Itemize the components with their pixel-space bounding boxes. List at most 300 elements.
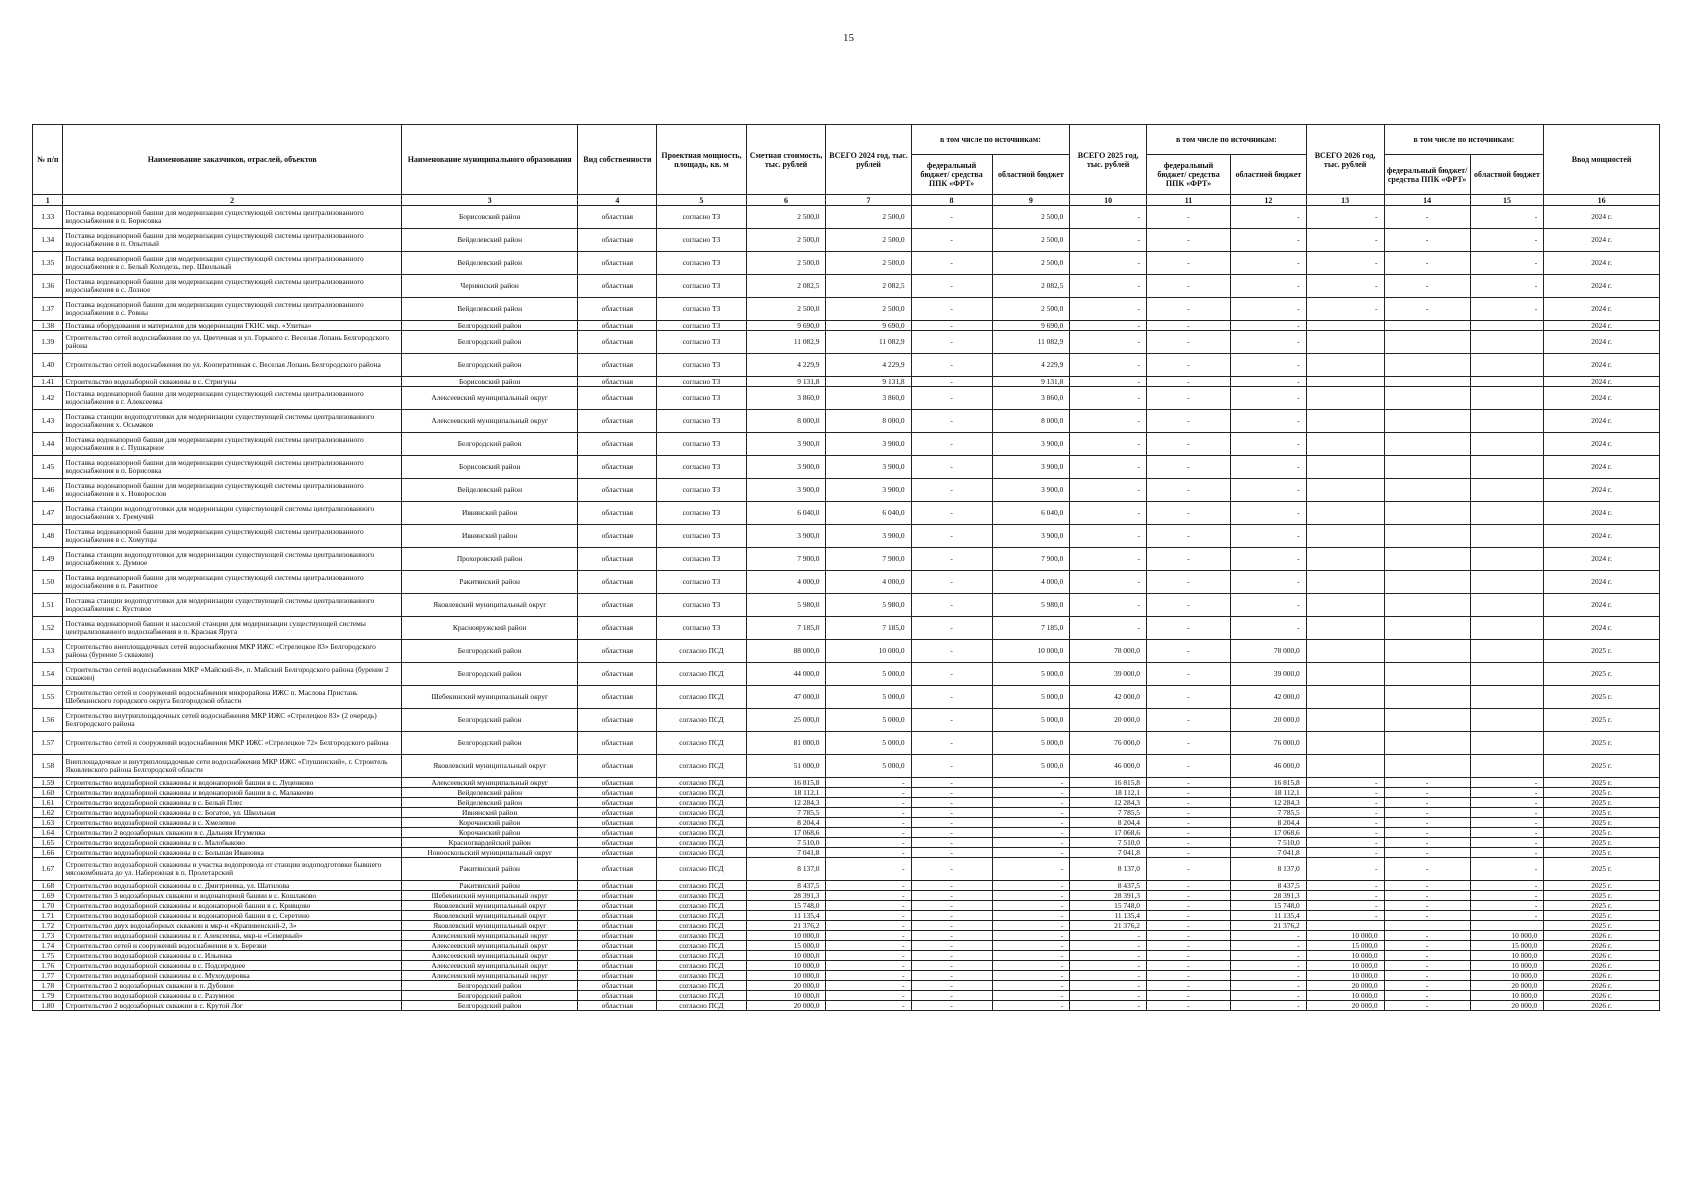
regional-2024: 3 900,0	[992, 433, 1070, 456]
row-number: 1.71	[33, 911, 63, 921]
total-2024: -	[826, 891, 911, 901]
federal-2024: -	[911, 525, 992, 548]
object-name: Строительство водозаборной скважины в с. Мухоудеровка	[63, 971, 401, 981]
regional-2024: 5 000,0	[992, 663, 1070, 686]
total-2025: 11 135,4	[1070, 911, 1147, 921]
federal-2026	[1384, 617, 1470, 640]
object-name: Поставка водонапорной башни для модернизации существующей системы централизованного водоснабжения в с. Пушкарное	[63, 433, 401, 456]
regional-2026: -	[1470, 848, 1544, 858]
row-number: 1.65	[33, 838, 63, 848]
federal-2024: -	[911, 788, 992, 798]
total-2024: -	[826, 991, 911, 1001]
regional-2024: 5 980,0	[992, 594, 1070, 617]
federal-2025: -	[1147, 354, 1231, 377]
regional-2024: 4 229,9	[992, 354, 1070, 377]
estimate-cost: 8 437,5	[746, 881, 826, 891]
estimate-cost: 15 000,0	[746, 941, 826, 951]
table-row	[33, 778, 1660, 788]
capacity: согласно ТЗ	[657, 525, 746, 548]
total-2026	[1306, 377, 1384, 387]
capacity: согласно ТЗ	[657, 331, 746, 354]
regional-2025: 78 000,0	[1231, 640, 1307, 663]
ownership: областная	[578, 798, 657, 808]
total-2024: 3 900,0	[826, 479, 911, 502]
estimate-cost: 4 000,0	[746, 571, 826, 594]
ownership: областная	[578, 298, 657, 321]
capacity: согласно ПСД	[657, 848, 746, 858]
table-row	[33, 788, 1660, 798]
row-number: 1.80	[33, 1001, 63, 1011]
header-ownership: Вид собственности	[578, 125, 657, 195]
commissioning-year: 2025 г.	[1544, 663, 1660, 686]
federal-2025: -	[1147, 387, 1231, 410]
regional-2026: 20 000,0	[1470, 981, 1544, 991]
municipality: Яковлевский муниципальный округ	[401, 901, 578, 911]
column-number: 11	[1147, 195, 1231, 206]
federal-2026: -	[1384, 229, 1470, 252]
estimate-cost: 28 391,3	[746, 891, 826, 901]
regional-2026	[1470, 571, 1544, 594]
estimate-cost: 2 500,0	[746, 252, 826, 275]
municipality: Яковлевский муниципальный округ	[401, 594, 578, 617]
header-estimate: Сметная стоимость, тыс. рублей	[746, 125, 826, 195]
header-name: Наименование заказчиков, отраслей, объектов	[63, 125, 401, 195]
row-number: 1.68	[33, 881, 63, 891]
total-2026: -	[1306, 229, 1384, 252]
federal-2025: -	[1147, 808, 1231, 818]
municipality: Белгородский район	[401, 1001, 578, 1011]
total-2026: -	[1306, 891, 1384, 901]
regional-2024: -	[992, 941, 1070, 951]
capacity: согласно ПСД	[657, 663, 746, 686]
regional-2026	[1470, 331, 1544, 354]
commissioning-year: 2024 г.	[1544, 298, 1660, 321]
total-2024: -	[826, 901, 911, 911]
capacity: согласно ПСД	[657, 971, 746, 981]
object-name: Строительство внутриплощадочных сетей водоснабжения МКР ИЖС «Стрелецкое 83» (2 очередь) Белгородского района	[63, 709, 401, 732]
total-2024: -	[826, 798, 911, 808]
object-name: Строительство сетей водоснабжения МКР «Майский-8», п. Майский Белгородского района (бурение 2 скважин)	[63, 663, 401, 686]
municipality: Алексеевский муниципальный округ	[401, 387, 578, 410]
commissioning-year: 2026 г.	[1544, 971, 1660, 981]
federal-2026: -	[1384, 275, 1470, 298]
total-2024: 3 900,0	[826, 456, 911, 479]
regional-2026: -	[1470, 788, 1544, 798]
regional-2024: 5 000,0	[992, 709, 1070, 732]
total-2024: -	[826, 778, 911, 788]
total-2026	[1306, 617, 1384, 640]
estimate-cost: 3 900,0	[746, 479, 826, 502]
total-2026: 10 000,0	[1306, 931, 1384, 941]
commissioning-year: 2025 г.	[1544, 881, 1660, 891]
federal-2026: -	[1384, 941, 1470, 951]
object-name: Строительство внеплощадочных сетей водоснабжения МКР ИЖС «Стрелецкое 83» Белгородского района (бурение 5 скважин)	[63, 640, 401, 663]
federal-2026: -	[1384, 298, 1470, 321]
federal-2026: -	[1384, 971, 1470, 981]
federal-2024: -	[911, 571, 992, 594]
municipality: Алексеевский муниципальный округ	[401, 951, 578, 961]
federal-2024: -	[911, 1001, 992, 1011]
commissioning-year: 2026 г.	[1544, 981, 1660, 991]
total-2024: 3 860,0	[826, 387, 911, 410]
federal-2024: -	[911, 981, 992, 991]
object-name: Строительство сетей и сооружений водоснабжения микрорайона ИЖС п. Маслова Пристань Шебекинского городского округа Белгородской области	[63, 686, 401, 709]
total-2026	[1306, 709, 1384, 732]
regional-2025: -	[1231, 525, 1307, 548]
total-2024: -	[826, 788, 911, 798]
row-number: 1.46	[33, 479, 63, 502]
investment-table	[32, 124, 1660, 1011]
table-row	[33, 640, 1660, 663]
ownership: областная	[578, 502, 657, 525]
estimate-cost: 3 900,0	[746, 525, 826, 548]
federal-2024: -	[911, 354, 992, 377]
municipality: Алексеевский муниципальный округ	[401, 778, 578, 788]
federal-2026: -	[1384, 981, 1470, 991]
federal-2025: -	[1147, 881, 1231, 891]
regional-2024: 5 000,0	[992, 686, 1070, 709]
municipality: Белгородский район	[401, 433, 578, 456]
federal-2025: -	[1147, 663, 1231, 686]
regional-2024: 3 900,0	[992, 456, 1070, 479]
federal-2026: -	[1384, 798, 1470, 808]
federal-2026: -	[1384, 858, 1470, 881]
regional-2025: -	[1231, 502, 1307, 525]
total-2025: -	[1070, 594, 1147, 617]
total-2024: 7 900,0	[826, 548, 911, 571]
total-2025: -	[1070, 252, 1147, 275]
commissioning-year: 2025 г.	[1544, 808, 1660, 818]
federal-2024: -	[911, 838, 992, 848]
capacity: согласно ТЗ	[657, 433, 746, 456]
ownership: областная	[578, 275, 657, 298]
total-2025: -	[1070, 479, 1147, 502]
ownership: областная	[578, 354, 657, 377]
table-row	[33, 354, 1660, 377]
federal-2024: -	[911, 206, 992, 229]
object-name: Поставка водонапорной башни для модернизации существующей системы централизованного водоснабжения в х. Новорослов	[63, 479, 401, 502]
federal-2025: -	[1147, 901, 1231, 911]
regional-2025: -	[1231, 354, 1307, 377]
ownership: областная	[578, 321, 657, 331]
federal-2026	[1384, 921, 1470, 931]
regional-2024: -	[992, 828, 1070, 838]
estimate-cost: 7 185,0	[746, 617, 826, 640]
capacity: согласно ПСД	[657, 798, 746, 808]
ownership: областная	[578, 229, 657, 252]
total-2025: 16 815,8	[1070, 778, 1147, 788]
row-number: 1.34	[33, 229, 63, 252]
commissioning-year: 2025 г.	[1544, 828, 1660, 838]
table-row	[33, 991, 1660, 1001]
row-number: 1.48	[33, 525, 63, 548]
capacity: согласно ТЗ	[657, 206, 746, 229]
row-number: 1.67	[33, 858, 63, 881]
total-2025: 12 284,3	[1070, 798, 1147, 808]
object-name: Строительство водозаборной скважины в с. Малобыково	[63, 838, 401, 848]
federal-2026	[1384, 502, 1470, 525]
federal-2026: -	[1384, 931, 1470, 941]
table-row	[33, 818, 1660, 828]
regional-2026	[1470, 921, 1544, 931]
regional-2025: 7 785,5	[1231, 808, 1307, 818]
federal-2026: -	[1384, 961, 1470, 971]
regional-2025: 11 135,4	[1231, 911, 1307, 921]
total-2025: 15 748,0	[1070, 901, 1147, 911]
commissioning-year: 2024 г.	[1544, 206, 1660, 229]
object-name: Поставка станции водоподготовки для модернизации существующей системы централизованного водоснабжения х. Гремучий	[63, 502, 401, 525]
table-row	[33, 891, 1660, 901]
ownership: областная	[578, 838, 657, 848]
regional-2024: 2 082,5	[992, 275, 1070, 298]
ownership: областная	[578, 433, 657, 456]
federal-2024: -	[911, 387, 992, 410]
commissioning-year: 2024 г.	[1544, 377, 1660, 387]
municipality: Вейделевский район	[401, 798, 578, 808]
regional-2025: 15 748,0	[1231, 901, 1307, 911]
regional-2026: 10 000,0	[1470, 991, 1544, 1001]
regional-2024: -	[992, 891, 1070, 901]
federal-2025: -	[1147, 798, 1231, 808]
regional-2026: -	[1470, 901, 1544, 911]
object-name: Строительство водозаборной скважины в с. Стригуны	[63, 377, 401, 387]
federal-2024: -	[911, 548, 992, 571]
commissioning-year: 2024 г.	[1544, 387, 1660, 410]
regional-2025: 7 041,8	[1231, 848, 1307, 858]
regional-2025: -	[1231, 1001, 1307, 1011]
federal-2025: -	[1147, 321, 1231, 331]
object-name: Строительство водозаборной скважины в с. Белый Плес	[63, 798, 401, 808]
commissioning-year: 2026 г.	[1544, 1001, 1660, 1011]
federal-2026: -	[1384, 788, 1470, 798]
row-number: 1.37	[33, 298, 63, 321]
table-row	[33, 433, 1660, 456]
object-name: Строительство двух водозаборных скважин в мкр-н «Крапивенский-2, 3»	[63, 921, 401, 931]
ownership: областная	[578, 921, 657, 931]
regional-2026: 10 000,0	[1470, 961, 1544, 971]
municipality: Яковлевский муниципальный округ	[401, 921, 578, 931]
ownership: областная	[578, 931, 657, 941]
municipality: Алексеевский муниципальный округ	[401, 971, 578, 981]
regional-2025: 8 137,0	[1231, 858, 1307, 881]
municipality: Краснояружский район	[401, 617, 578, 640]
total-2025: 8 137,0	[1070, 858, 1147, 881]
header-commissioning: Ввод мощностей	[1544, 125, 1660, 195]
capacity: согласно ТЗ	[657, 275, 746, 298]
column-number: 14	[1384, 195, 1470, 206]
federal-2025: -	[1147, 640, 1231, 663]
total-2024: -	[826, 858, 911, 881]
row-number: 1.40	[33, 354, 63, 377]
row-number: 1.61	[33, 798, 63, 808]
capacity: согласно ПСД	[657, 901, 746, 911]
total-2026: 10 000,0	[1306, 951, 1384, 961]
ownership: областная	[578, 828, 657, 838]
row-number: 1.59	[33, 778, 63, 788]
ownership: областная	[578, 525, 657, 548]
row-number: 1.70	[33, 901, 63, 911]
total-2024: -	[826, 881, 911, 891]
regional-2026: 10 000,0	[1470, 971, 1544, 981]
commissioning-year: 2025 г.	[1544, 798, 1660, 808]
federal-2024: -	[911, 778, 992, 788]
capacity: согласно ТЗ	[657, 548, 746, 571]
column-number: 9	[992, 195, 1070, 206]
commissioning-year: 2025 г.	[1544, 640, 1660, 663]
regional-2025: -	[1231, 206, 1307, 229]
municipality: Ивнянский район	[401, 808, 578, 818]
estimate-cost: 88 000,0	[746, 640, 826, 663]
total-2026: 15 000,0	[1306, 941, 1384, 951]
ownership: областная	[578, 1001, 657, 1011]
row-number: 1.47	[33, 502, 63, 525]
row-number: 1.54	[33, 663, 63, 686]
ownership: областная	[578, 594, 657, 617]
capacity: согласно ПСД	[657, 931, 746, 941]
ownership: областная	[578, 377, 657, 387]
capacity: согласно ПСД	[657, 732, 746, 755]
regional-2026: -	[1470, 229, 1544, 252]
total-2024: 11 082,9	[826, 331, 911, 354]
federal-2024: -	[911, 479, 992, 502]
estimate-cost: 10 000,0	[746, 971, 826, 981]
table-row	[33, 941, 1660, 951]
column-numbers-row	[33, 195, 1660, 206]
column-number: 1	[33, 195, 63, 206]
table-row	[33, 525, 1660, 548]
regional-2026: -	[1470, 818, 1544, 828]
regional-2025: -	[1231, 594, 1307, 617]
regional-2026	[1470, 321, 1544, 331]
federal-2025: -	[1147, 298, 1231, 321]
ownership: областная	[578, 456, 657, 479]
regional-2025: -	[1231, 571, 1307, 594]
estimate-cost: 47 000,0	[746, 686, 826, 709]
row-number: 1.43	[33, 410, 63, 433]
row-number: 1.76	[33, 961, 63, 971]
total-2024: -	[826, 981, 911, 991]
estimate-cost: 8 204,4	[746, 818, 826, 828]
regional-2025: 17 068,6	[1231, 828, 1307, 838]
ownership: областная	[578, 206, 657, 229]
federal-2025: -	[1147, 838, 1231, 848]
table-row	[33, 502, 1660, 525]
regional-2026: 10 000,0	[1470, 951, 1544, 961]
table-row	[33, 828, 1660, 838]
federal-2024: -	[911, 594, 992, 617]
regional-2024: -	[992, 901, 1070, 911]
capacity: согласно ТЗ	[657, 617, 746, 640]
total-2025: -	[1070, 298, 1147, 321]
ownership: областная	[578, 981, 657, 991]
municipality: Корочанский район	[401, 828, 578, 838]
estimate-cost: 7 510,0	[746, 838, 826, 848]
estimate-cost: 10 000,0	[746, 991, 826, 1001]
federal-2026	[1384, 387, 1470, 410]
total-2026	[1306, 755, 1384, 778]
regional-2025: -	[1231, 456, 1307, 479]
object-name: Поставка водонапорной башни для модернизации существующей системы централизованного водоснабжения в с. Ровны	[63, 298, 401, 321]
total-2026	[1306, 331, 1384, 354]
regional-2026: -	[1470, 798, 1544, 808]
ownership: областная	[578, 548, 657, 571]
estimate-cost: 44 000,0	[746, 663, 826, 686]
regional-2024: 7 900,0	[992, 548, 1070, 571]
row-number: 1.39	[33, 331, 63, 354]
commissioning-year: 2025 г.	[1544, 921, 1660, 931]
object-name: Строительство 3 водозаборных скважин и водонапорной башни в с. Кошлаково	[63, 891, 401, 901]
page-number: 15	[843, 32, 854, 44]
federal-2026: -	[1384, 206, 1470, 229]
federal-2025: -	[1147, 686, 1231, 709]
total-2024: 5 000,0	[826, 709, 911, 732]
federal-2025: -	[1147, 858, 1231, 881]
municipality: Алексеевский муниципальный округ	[401, 931, 578, 941]
federal-2026	[1384, 548, 1470, 571]
object-name: Строительство сетей водоснабжения по ул. Кооперативная с. Веселая Лопань Белгородского района	[63, 354, 401, 377]
estimate-cost: 10 000,0	[746, 931, 826, 941]
federal-2026	[1384, 321, 1470, 331]
municipality: Яковлевский муниципальный округ	[401, 755, 578, 778]
total-2025: -	[1070, 571, 1147, 594]
municipality: Белгородский район	[401, 354, 578, 377]
federal-2024: -	[911, 275, 992, 298]
regional-2026	[1470, 755, 1544, 778]
federal-2024: -	[911, 971, 992, 981]
regional-2024: 3 900,0	[992, 525, 1070, 548]
row-number: 1.58	[33, 755, 63, 778]
regional-2024: 11 082,9	[992, 331, 1070, 354]
row-number: 1.35	[33, 252, 63, 275]
municipality: Белгородский район	[401, 663, 578, 686]
object-name: Строительство водозаборной скважины и водонапорной башни в с. Серетино	[63, 911, 401, 921]
regional-2026	[1470, 640, 1544, 663]
regional-2025: -	[1231, 617, 1307, 640]
object-name: Строительство водозаборной скважины в с. Ильинка	[63, 951, 401, 961]
ownership: областная	[578, 941, 657, 951]
regional-2026: -	[1470, 298, 1544, 321]
commissioning-year: 2025 г.	[1544, 838, 1660, 848]
regional-2025: 20 000,0	[1231, 709, 1307, 732]
estimate-cost: 15 748,0	[746, 901, 826, 911]
regional-2025: -	[1231, 387, 1307, 410]
total-2026: -	[1306, 858, 1384, 881]
federal-2024: -	[911, 961, 992, 971]
table-row	[33, 709, 1660, 732]
federal-2025: -	[1147, 433, 1231, 456]
regional-2024: 2 500,0	[992, 298, 1070, 321]
federal-2024: -	[911, 686, 992, 709]
federal-2025: -	[1147, 818, 1231, 828]
federal-2026	[1384, 433, 1470, 456]
federal-2025: -	[1147, 594, 1231, 617]
municipality: Чернянский район	[401, 275, 578, 298]
regional-2025: 7 510,0	[1231, 838, 1307, 848]
commissioning-year: 2026 г.	[1544, 931, 1660, 941]
regional-2024: 2 500,0	[992, 229, 1070, 252]
capacity: согласно ПСД	[657, 778, 746, 788]
object-name: Строительство водозаборной скважины в с. Подсереднее	[63, 961, 401, 971]
estimate-cost: 20 000,0	[746, 981, 826, 991]
federal-2026	[1384, 377, 1470, 387]
ownership: областная	[578, 961, 657, 971]
table-row	[33, 921, 1660, 931]
estimate-cost: 7 785,5	[746, 808, 826, 818]
table-row	[33, 858, 1660, 881]
regional-2025: 21 376,2	[1231, 921, 1307, 931]
regional-2024: -	[992, 961, 1070, 971]
regional-2026	[1470, 663, 1544, 686]
